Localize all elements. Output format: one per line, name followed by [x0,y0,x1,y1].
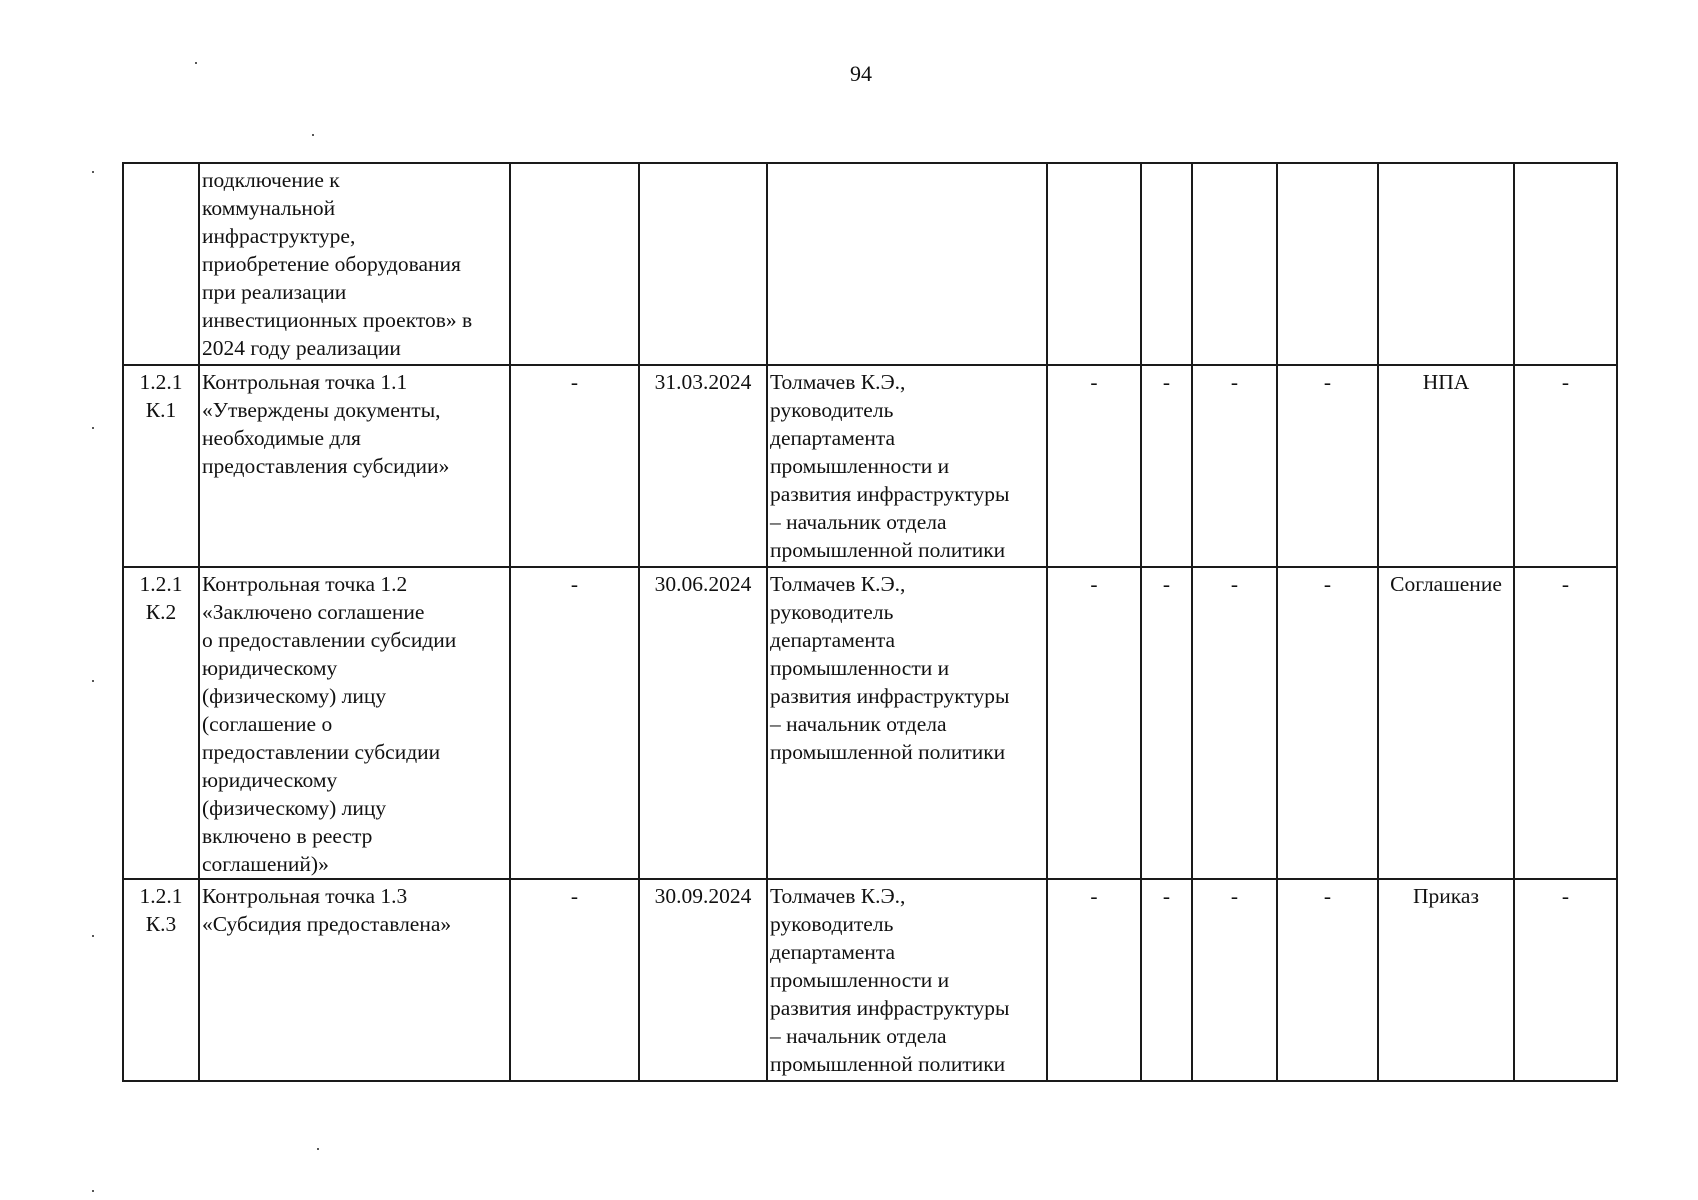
cell-document: Соглашение [1378,567,1514,879]
scan-speck [92,1190,94,1192]
name-line: «Утверждены документы, [202,398,441,422]
cell-value [1192,163,1277,365]
name-line: о предоставлении субсидии [202,628,457,652]
cell-responsible [767,365,1047,567]
name-line: (соглашение о [202,712,333,736]
number-line: 1.2.1 [139,370,183,394]
name-line: при реализации [202,280,347,304]
number-line: 1.2.1 [139,884,183,908]
responsible-line: департамента [770,426,896,450]
name-line: необходимые для [202,426,361,450]
responsible-line: департамента [770,940,896,964]
responsible-line: – начальник отдела [770,712,947,736]
cell-value: - [1141,567,1192,879]
cell-responsible [767,567,1047,879]
responsible-line: промышленности и [770,454,950,478]
cell-number [123,567,199,879]
responsible-line: развития инфраструктуры [770,482,1010,506]
name-line: (физическому) лицу [202,796,387,820]
responsible-line: развития инфраструктуры [770,996,1010,1020]
scan-speck [92,680,94,682]
cell-value: - [1047,365,1141,567]
cell-value: - [1277,365,1378,567]
cell-value [1277,163,1378,365]
cell-value: - [1141,365,1192,567]
scan-speck [312,134,314,136]
responsible-line: Толмачев К.Э., [770,572,906,596]
cell-name [199,879,510,1081]
name-line: юридическому [202,768,338,792]
name-line: «Субсидия предоставлена» [202,912,452,936]
cell-responsible [767,879,1047,1081]
table-row [123,879,1617,1081]
cell-document: Приказ [1378,879,1514,1081]
responsible-line: департамента [770,628,896,652]
control-points-table [122,162,1618,1082]
cell-start: - [510,567,639,879]
cell-last: - [1514,879,1617,1081]
name-line: юридическому [202,656,338,680]
cell-last: - [1514,567,1617,879]
name-line: соглашений)» [202,852,329,876]
responsible-line: руководитель [770,600,894,624]
scan-speck [92,935,94,937]
cell-start: - [510,365,639,567]
responsible-line: – начальник отдела [770,510,947,534]
cell-end-date: 30.09.2024 [639,879,767,1081]
name-line: 2024 году реализации [202,336,401,360]
name-line: Контрольная точка 1.2 [202,572,408,596]
cell-responsible [767,163,1047,365]
page-number: 94 [850,61,872,86]
cell-name [199,567,510,879]
name-line: коммунальной [202,196,336,220]
scan-speck [195,62,197,64]
cell-number [123,879,199,1081]
responsible-line: промышленности и [770,968,950,992]
name-line: предоставлении субсидии [202,740,441,764]
cell-number [123,365,199,567]
responsible-line: развития инфраструктуры [770,684,1010,708]
cell-value: - [1192,567,1277,879]
name-line: подключение к [202,168,340,192]
name-line: (физическому) лицу [202,684,387,708]
responsible-line: промышленной политики [770,1052,1006,1076]
number-line: К.2 [145,600,177,624]
responsible-line: промышленности и [770,656,950,680]
responsible-line: промышленной политики [770,740,1006,764]
cell-value: - [1047,879,1141,1081]
cell-value: - [1277,567,1378,879]
name-line: предоставления субсидии» [202,454,450,478]
name-line: приобретение оборудования [202,252,461,276]
responsible-line: – начальник отдела [770,1024,947,1048]
cell-last: - [1514,365,1617,567]
name-line: Контрольная точка 1.1 [202,370,408,394]
responsible-line: Толмачев К.Э., [770,884,906,908]
table-row [123,365,1617,567]
cell-value: - [1192,365,1277,567]
cell-value: - [1192,879,1277,1081]
responsible-line: Толмачев К.Э., [770,370,906,394]
name-line: инвестиционных проектов» в [202,308,473,332]
name-line: инфраструктуре, [202,224,356,248]
cell-value: - [1141,879,1192,1081]
cell-end-date [639,163,767,365]
cell-value: - [1047,567,1141,879]
scan-speck [92,171,94,173]
number-line: 1.2.1 [139,572,183,596]
table-row [123,163,1617,365]
cell-end-date: 31.03.2024 [639,365,767,567]
cell-value: - [1277,879,1378,1081]
cell-name [199,365,510,567]
cell-document [1378,163,1514,365]
cell-last [1514,163,1617,365]
cell-end-date: 30.06.2024 [639,567,767,879]
number-line: К.1 [145,398,177,422]
table-row [123,567,1617,879]
cell-value [1141,163,1192,365]
cell-document: НПА [1378,365,1514,567]
cell-start [510,163,639,365]
cell-number [123,163,199,365]
cell-start: - [510,879,639,1081]
responsible-line: руководитель [770,912,894,936]
responsible-line: промышленной политики [770,538,1006,562]
name-line: «Заключено соглашение [202,600,425,624]
cell-name [199,163,510,365]
name-line: Контрольная точка 1.3 [202,884,408,908]
cell-value [1047,163,1141,365]
responsible-line: руководитель [770,398,894,422]
name-line: включено в реестр [202,824,373,848]
number-line: К.3 [145,912,177,936]
scan-speck [92,427,94,429]
scan-speck [317,1148,319,1150]
